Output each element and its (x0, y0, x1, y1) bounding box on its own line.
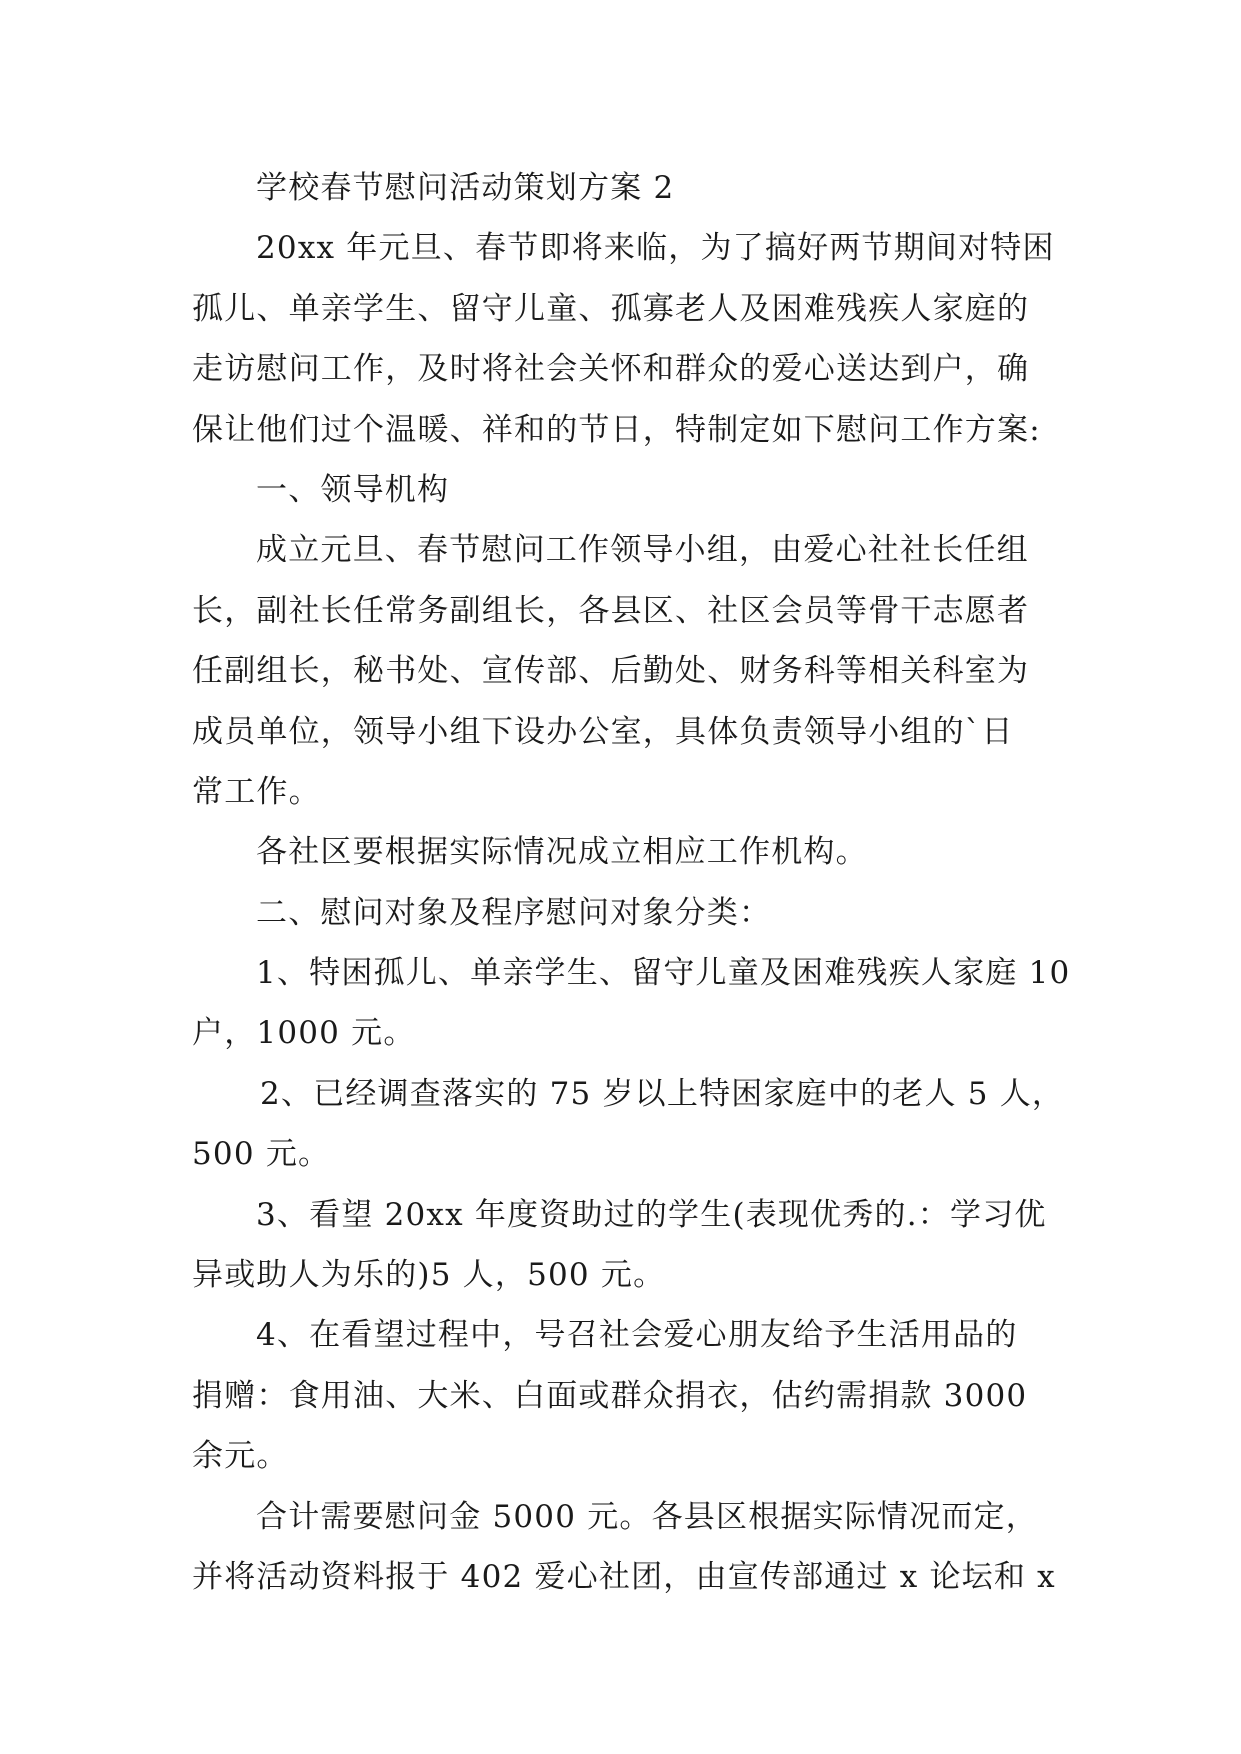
paragraph-line: 保让他们过个温暖、祥和的节日，特制定如下慰问工作方案: (192, 411, 1041, 448)
document-title: 学校春节慰问活动策划方案 2 (256, 170, 675, 206)
paragraph-line: 走访慰问工作，及时将社会关怀和群众的爱心送达到户，确 (192, 351, 1030, 388)
list-item: 3、看望 20xx 年度资助过的学生(表现优秀的.：学习优 (256, 1196, 1047, 1233)
section-heading: 二、慰问对象及程序慰问对象分类： (256, 894, 772, 931)
paragraph-line: 成员单位，领导小组下设办公室，具体负责领导小组的`日 (192, 713, 1014, 750)
list-item: 异或助人为乐的)5 人，500 元。 (192, 1257, 666, 1294)
paragraph-line: 各社区要根据实际情况成立相应工作机构。 (256, 834, 868, 871)
list-item: 2、已经调查落实的 75 岁以上特困家庭中的老人 5 人， (260, 1075, 1065, 1112)
document-body (192, 158, 1071, 1607)
paragraph-line: 合计需要慰问金 5000 元。各县区根据实际情况而定， (256, 1498, 1038, 1535)
paragraph-line: 成立元旦、春节慰问工作领导小组，由爱心社社长任组 (256, 532, 1029, 569)
list-item: 户，1000 元。 (192, 1015, 416, 1052)
paragraph-line: 孤儿、单亲学生、留守儿童、孤寡老人及困难残疾人家庭的 (192, 290, 1030, 327)
list-item: 余元。 (192, 1438, 289, 1475)
paragraph-line: 任副组长，秘书处、宣传部、后勤处、财务科等相关科室为 (192, 653, 1030, 690)
list-item: 捐赠：食用油、大米、白面或群众捐衣，估约需捐款 3000 (192, 1377, 1028, 1414)
paragraph-line: 20xx 年元旦、春节即将来临，为了搞好两节期间对特困 (256, 230, 1055, 267)
paragraph-line: 并将活动资料报于 402 爱心社团，由宣传部通过 x 论坛和 x (192, 1558, 1056, 1595)
list-item: 1、特困孤儿、单亲学生、留守儿童及困难残疾人家庭 10 (256, 955, 1071, 992)
list-item: 4、在看望过程中，号召社会爱心朋友给予生活用品的 (256, 1317, 1018, 1354)
list-item: 500 元。 (192, 1136, 331, 1173)
section-heading: 一、领导机构 (256, 471, 450, 508)
paragraph-line: 长，副社长任常务副组长，各县区、社区会员等骨干志愿者 (192, 592, 1030, 629)
paragraph-line: 常工作。 (192, 773, 321, 810)
